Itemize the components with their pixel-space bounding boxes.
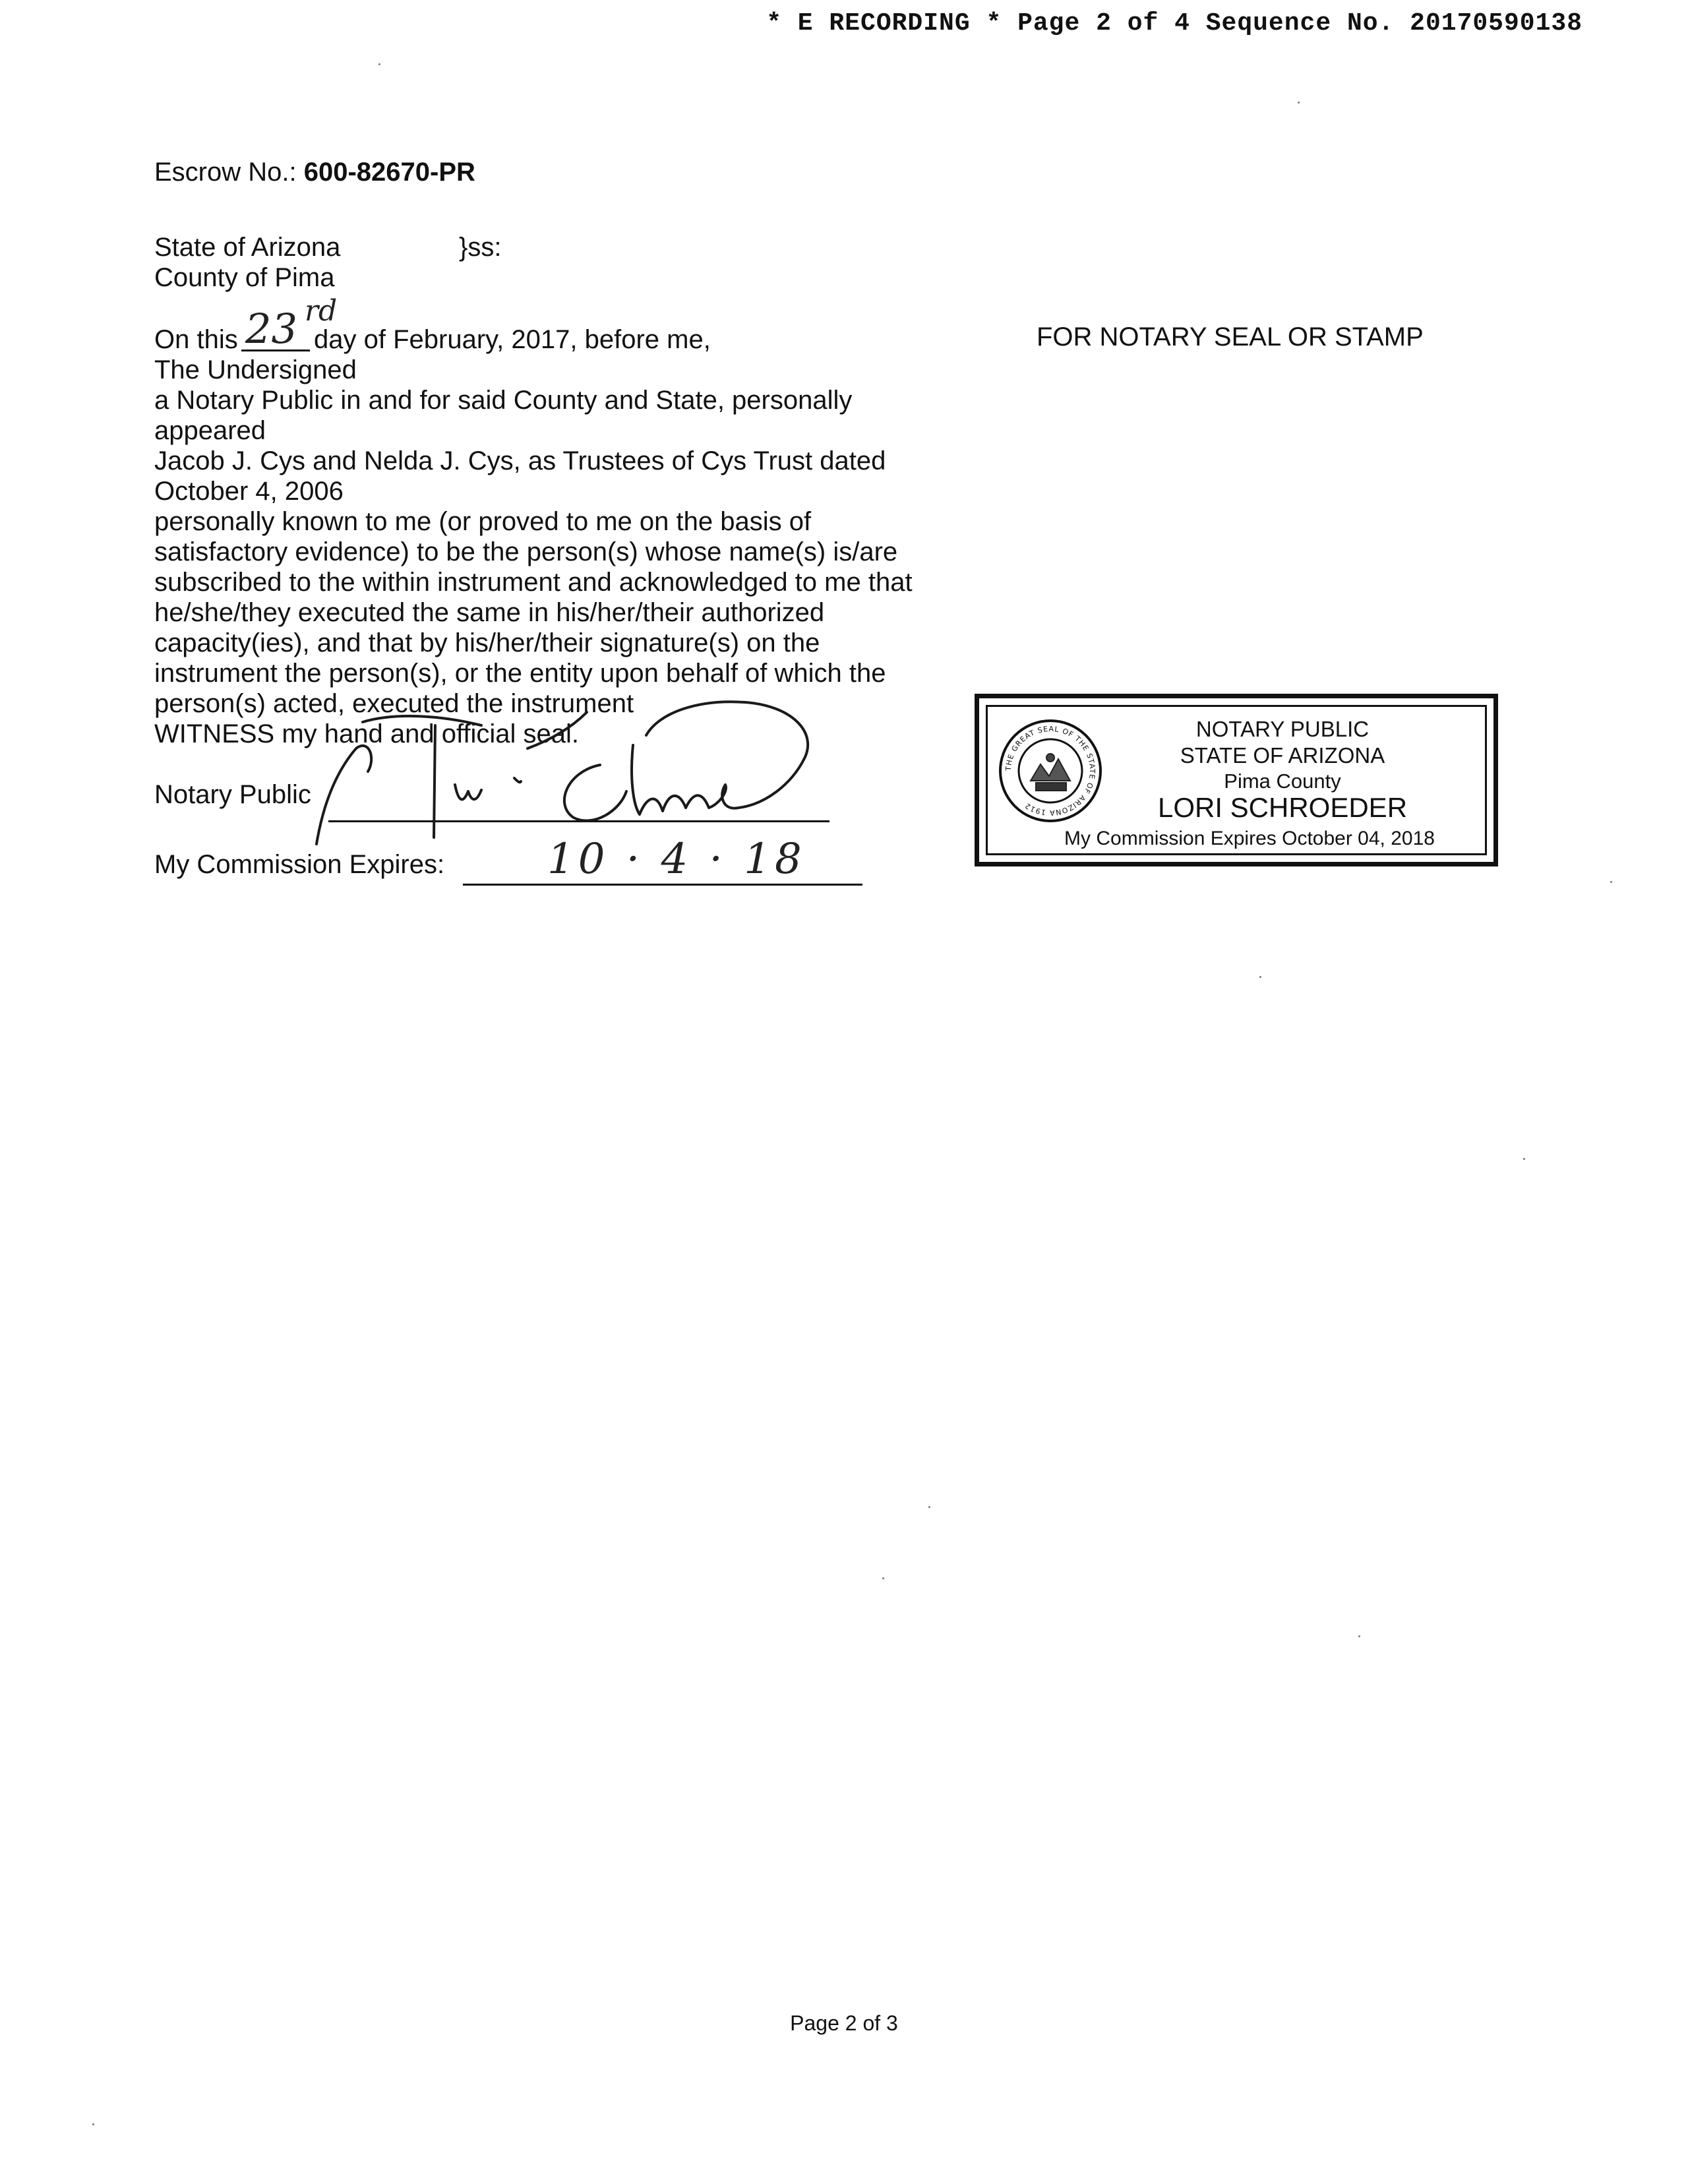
handwritten-day: 23 (245, 305, 297, 353)
commission-label: My Commission Expires: (154, 850, 445, 879)
commission-underline (463, 884, 862, 886)
acknowledgment-line: satisfactory evidence) to be the person(s) whose name(s) is/are (154, 537, 898, 566)
handwritten-day-suffix: rd (305, 294, 338, 328)
escrow-line (154, 157, 475, 187)
venue-ss: }ss: (459, 233, 502, 262)
notary-signature (290, 686, 857, 857)
stamp-line-notary-public: NOTARY PUBLIC (1195, 717, 1370, 741)
stamp-line-county: Pima County (1224, 770, 1341, 793)
scan-speck (1610, 881, 1612, 883)
venue-state: State of Arizona (154, 233, 341, 262)
day-of-text: day of February, 2017, before me, (314, 325, 711, 354)
scan-speck (1358, 1635, 1360, 1637)
scan-speck (1523, 1158, 1525, 1160)
acknowledgment-line: he/she/they executed the same in his/her/their authorized (154, 598, 825, 627)
escrow-label: Escrow No.: (154, 158, 297, 187)
witness-line: WITNESS my hand and official seal. (154, 719, 579, 748)
scan-speck (378, 63, 380, 65)
venue-county: County of Pima (154, 263, 335, 292)
scan-speck (1298, 102, 1300, 104)
acknowledgment-line: October 4, 2006 (154, 477, 344, 506)
acknowledgment-line: capacity(ies), and that by his/her/their signature(s) on the (154, 628, 820, 657)
day-underline (241, 349, 310, 351)
acknowledgment-line: subscribed to the within instrument and acknowledged to me that (154, 568, 913, 597)
notary-public-label: Notary Public (154, 780, 311, 809)
scan-speck (928, 1506, 930, 1508)
scan-speck (882, 1577, 884, 1579)
acknowledgment-line: person(s) acted, executed the instrument (154, 689, 634, 718)
stamp-line-state: STATE OF ARIZONA (1180, 743, 1385, 768)
acknowledgment-line: personally known to me (or proved to me on the basis of (154, 507, 812, 536)
stamp-expiration: My Commission Expires October 04, 2018 (1064, 828, 1435, 849)
handwritten-expiration: 10 · 4 · 18 (547, 835, 806, 884)
acknowledgment-line: appeared (154, 416, 266, 445)
acknowledgment-line: a Notary Public in and for said County and State, personally (154, 386, 853, 415)
recording-header: * E RECORDING * Page 2 of 4 Sequence No. 20170590138 (766, 9, 1582, 38)
acknowledgment-line: The Undersigned (154, 355, 357, 384)
scan-speck (1259, 976, 1261, 978)
seal-ring-text: THE GREAT SEAL OF THE STATE OF ARIZONA 1912 (1004, 724, 1097, 818)
scan-speck (92, 2123, 94, 2125)
page-footer: Page 2 of 3 (790, 2011, 898, 2035)
notary-seal-label: FOR NOTARY SEAL OR STAMP (1037, 322, 1424, 351)
stamp-notary-name: LORI SCHROEDER (1157, 792, 1408, 823)
escrow-number: 600-82670-PR (303, 158, 475, 187)
notary-stamp (975, 694, 1498, 866)
on-this-label: On this (154, 325, 238, 354)
acknowledgment-line: Jacob J. Cys and Nelda J. Cys, as Trustees of Cys Trust dated (154, 446, 886, 475)
acknowledgment-line: instrument the person(s), or the entity upon behalf of which the (154, 659, 886, 688)
